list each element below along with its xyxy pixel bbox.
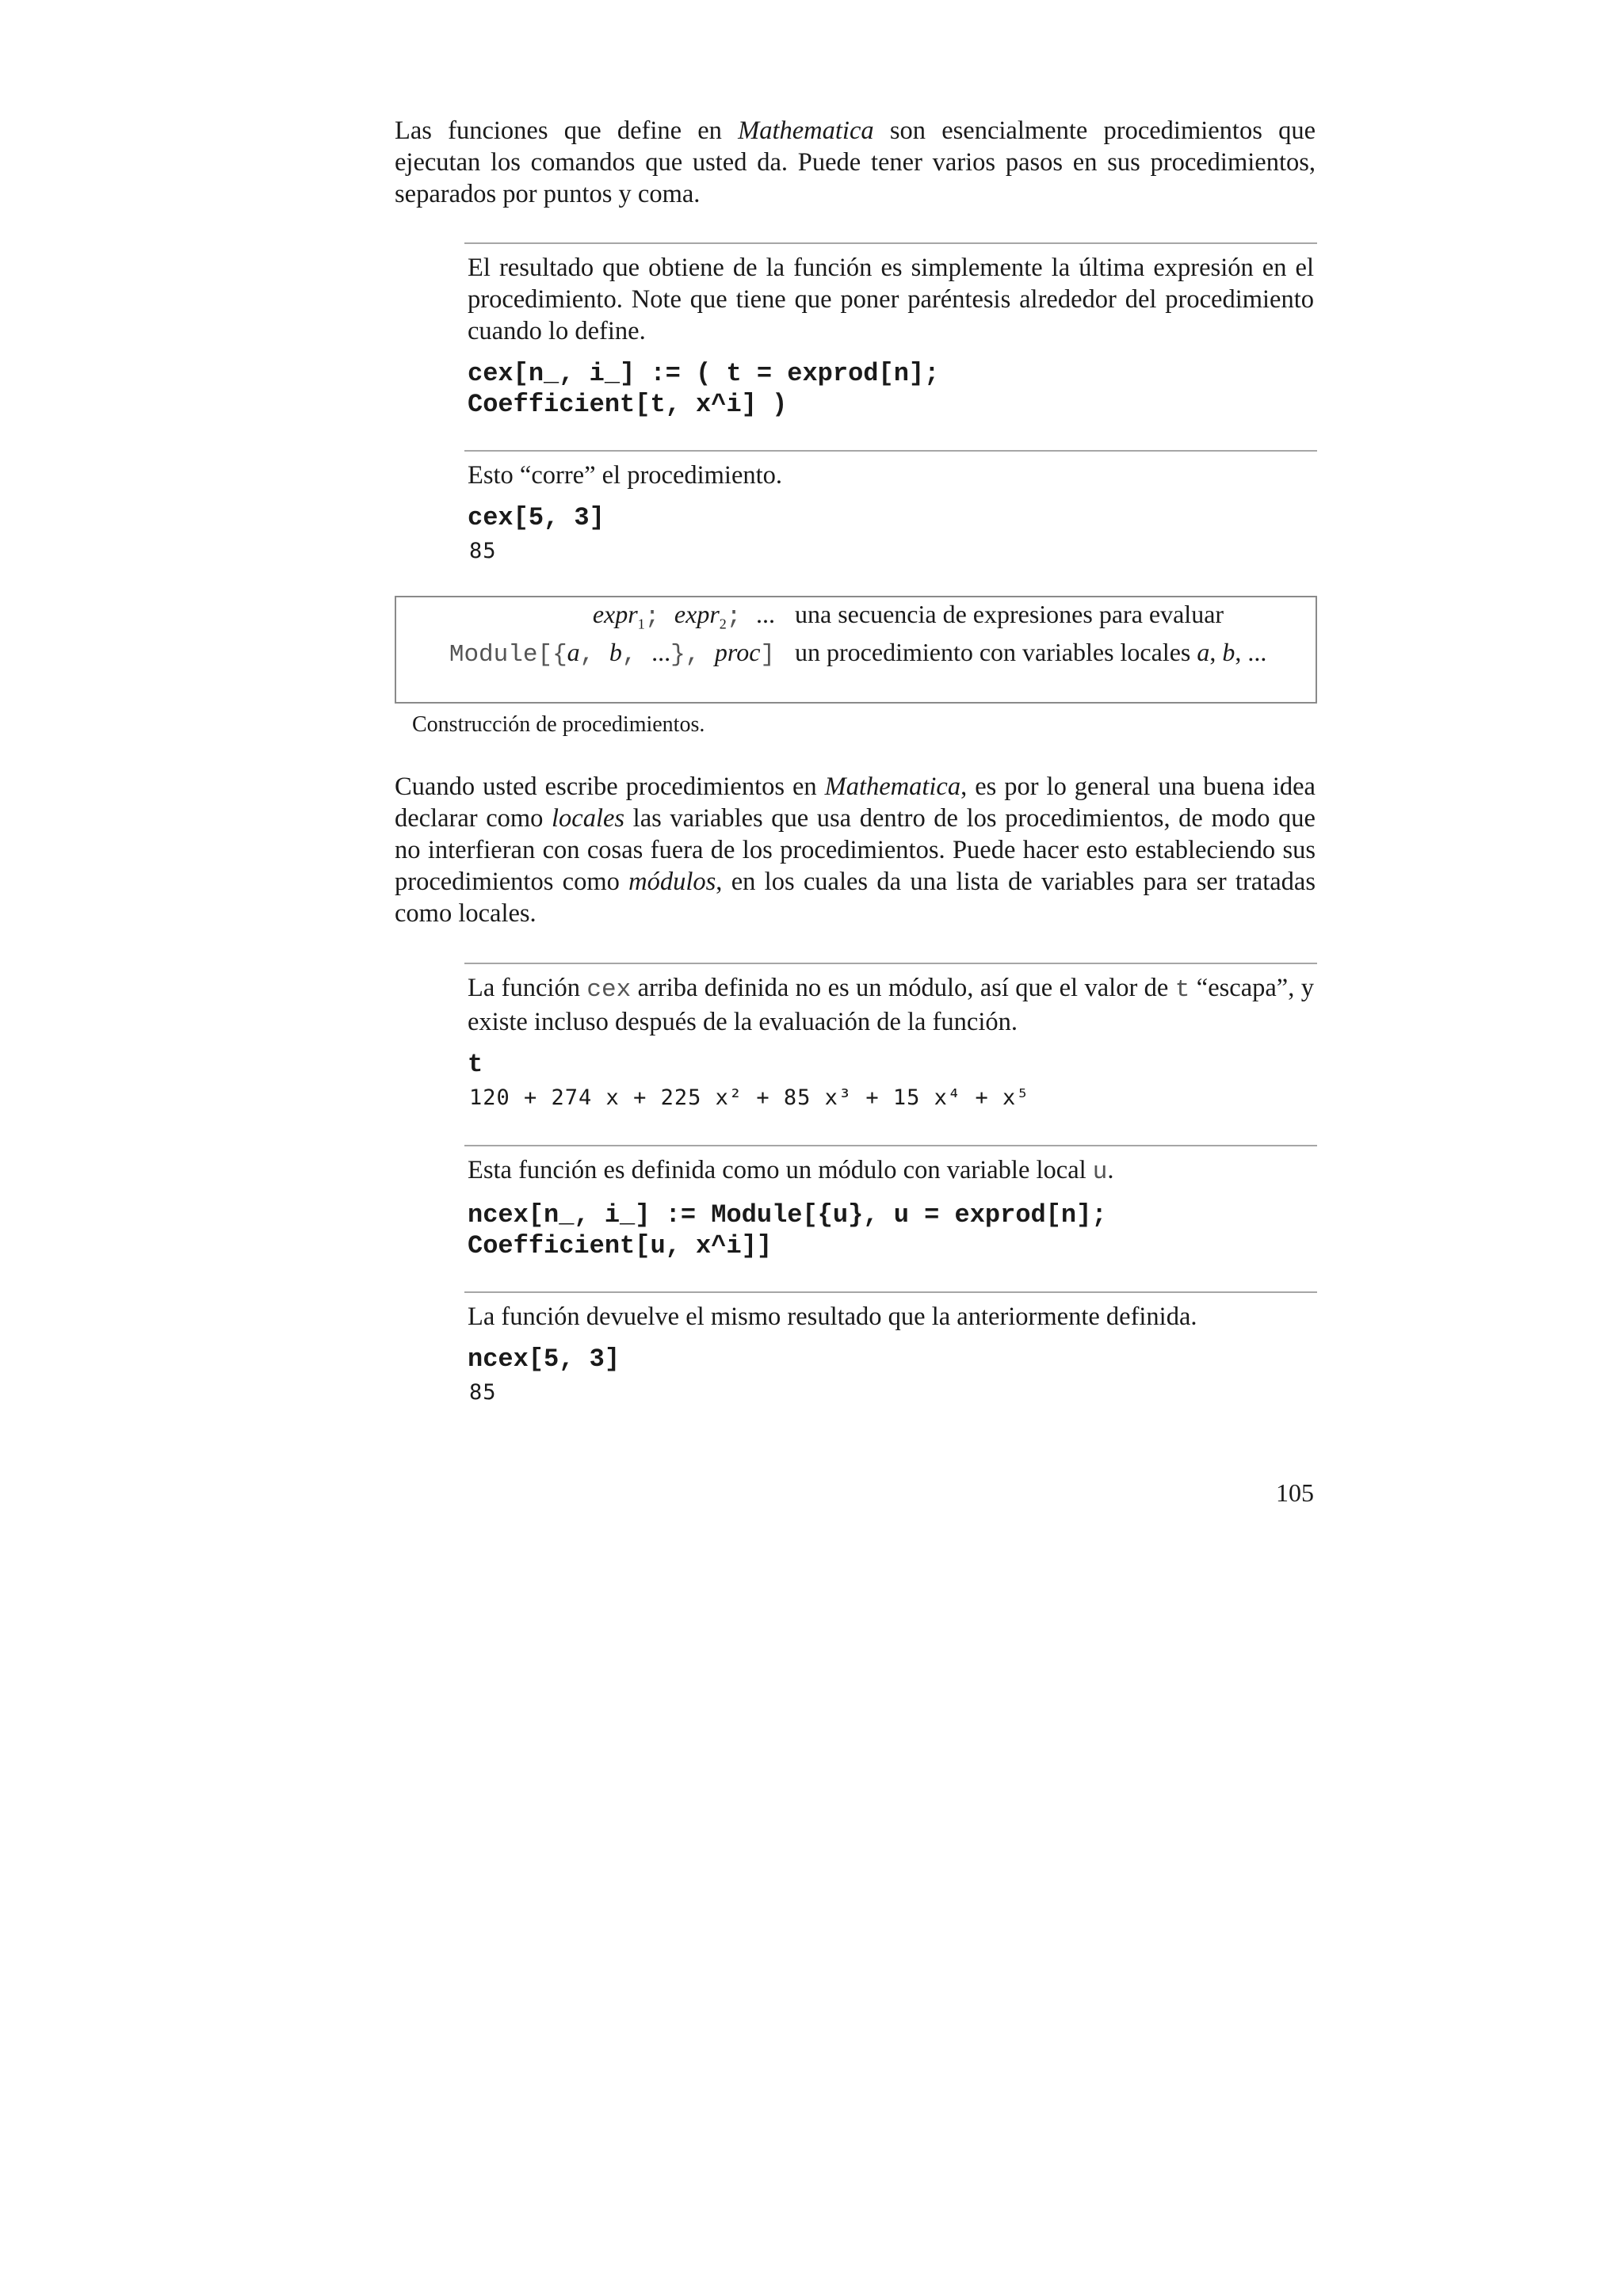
table-row-1-description: una secuencia de expresiones para evaluar: [795, 600, 1224, 628]
page-number: 105: [1276, 1478, 1314, 1507]
cell-1-text: El resultado que obtiene de la función es simplemente la última expresión en el procedimiento. Note que tiene que poner paréntesis alrededor del procedimiento cuando lo define.: [468, 254, 1314, 345]
cell-3-text-b: arriba definida no es un módulo, así que el valor de: [631, 974, 1175, 1002]
intro-text-b: son esencialmente procedimientos que ejecutan los comandos que usted da. Puede tener varios pasos en sus procedimientos, separados por puntos y coma.: [395, 116, 1316, 208]
cell-1-input-line-2: Coefficient[t, x^i] ): [468, 390, 788, 419]
cell-2-input: cex[5, 3]: [468, 503, 605, 532]
cell-5-text: La función devuelve el mismo resultado que la anteriormente definida.: [468, 1302, 1197, 1331]
procedures-table: [395, 596, 1317, 704]
para2-text-d: , en los cuales da una lista de variables para ser tratadas como locales.: [395, 868, 1316, 928]
cell-4-text-a: Esta función es definida como un módulo con variable local: [468, 1156, 1093, 1184]
para2-text-a: Cuando usted escribe procedimientos en: [395, 772, 825, 801]
intro-paragraph: [395, 115, 1316, 210]
cell-4-input-line-1: ncex[n_, i_] := Module[{u}, u = exprod[n];: [468, 1200, 1107, 1230]
para2-emphasis-2: locales: [552, 804, 625, 833]
para2-text-b: , es por lo general una buena idea declarar como: [395, 772, 1316, 833]
para2-emphasis-1: Mathematica: [824, 772, 961, 801]
cell-2-text: Esto “corre” el procedimiento.: [468, 461, 783, 490]
intro-text-a: Las funciones que define en: [395, 116, 739, 145]
cell-3-text: [468, 972, 1314, 1038]
table-row-2-syntax: Module[{a, b, ...}, proc]: [449, 638, 775, 669]
para2-text-c: las variables que usa dentro de los procedimientos, de modo que no interfieran con cosas fuera de los procedimientos. Puede hacer esto estableciendo sus procedimientos como: [395, 804, 1316, 896]
cell-4-input-line-2: Coefficient[u, x^i]]: [468, 1231, 773, 1261]
cell-3-text-c: “escapa”, y existe incluso después de la evaluación de la función.: [468, 974, 1314, 1036]
cell-4-input: [468, 1199, 1314, 1261]
cell-4-text-b: .: [1107, 1156, 1114, 1184]
table-row-2-description: un procedimiento con variables locales a, b, ...: [795, 638, 1267, 666]
cell-1-input: [468, 358, 1314, 420]
cell-3-text-a: La función: [468, 974, 587, 1002]
cell-1-input-line-1: cex[n_, i_] := ( t = exprod[n];: [468, 359, 940, 388]
cell-3-input: t: [468, 1050, 483, 1079]
cell-4-code-u: u: [1092, 1158, 1108, 1186]
notebook-cell-1: [464, 242, 1317, 420]
cell-3-code-cex: cex: [586, 976, 632, 1004]
para2-emphasis-3: módulos: [628, 868, 716, 896]
body-paragraph-2: [395, 771, 1316, 929]
notebook-cell-2: [464, 450, 1317, 565]
notebook-cell-4: [464, 1145, 1317, 1261]
cell-3-code-t: t: [1174, 976, 1190, 1004]
cell-4-text: [468, 1154, 1314, 1188]
notebook-cell-3: [464, 963, 1317, 1112]
notebook-cell-5: [464, 1291, 1317, 1406]
cell-3-output: 120 + 274 x + 225 x² + 85 x³ + 15 x⁴ + x⁵: [469, 1085, 1030, 1110]
intro-emphasis: Mathematica: [738, 116, 874, 145]
cell-2-output: 85: [469, 539, 497, 563]
table-caption: Construcción de procedimientos.: [412, 712, 705, 737]
cell-5-input: ncex[5, 3]: [468, 1344, 621, 1374]
cell-5-output: 85: [469, 1380, 497, 1405]
table-row-1-syntax: expr$_1$; expr$_2$; ...: [592, 600, 775, 632]
